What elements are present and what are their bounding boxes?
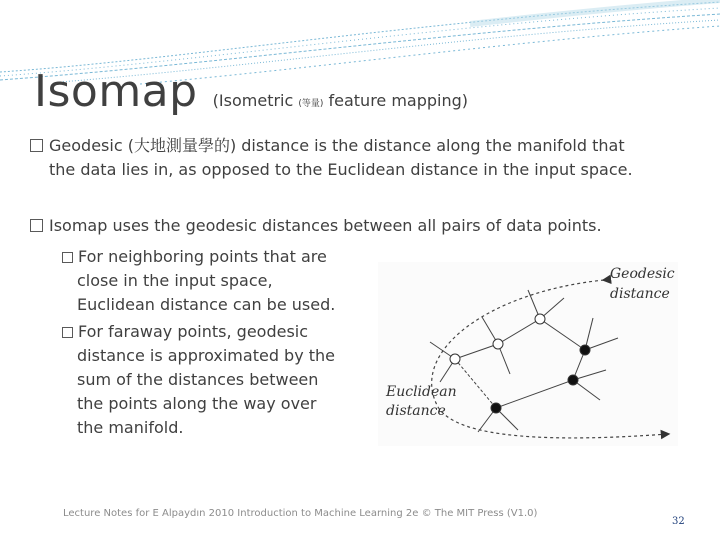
geodesic-arc bbox=[432, 280, 668, 438]
data-point-filled bbox=[568, 375, 578, 385]
data-point-filled bbox=[580, 345, 590, 355]
subbullet-neighboring bbox=[62, 245, 362, 317]
geodesic-label-line2: distance bbox=[610, 286, 670, 302]
subbullet-text-line: Euclidean distance can be used. bbox=[77, 295, 336, 314]
data-point-open bbox=[493, 339, 503, 349]
subbullet-faraway bbox=[62, 320, 362, 440]
slide-title bbox=[34, 66, 468, 117]
subbullet-text-line: close in the input space, bbox=[77, 271, 273, 290]
subbullet-text-line: the manifold. bbox=[77, 418, 184, 437]
title-sub-open: (Isometric bbox=[212, 91, 299, 110]
geodesic-label-line1: Geodesic bbox=[610, 266, 675, 282]
euclidean-line bbox=[455, 359, 496, 408]
bullet-text-line: the data lies in, as opposed to the Euclidean distance in the input space. bbox=[49, 160, 633, 179]
data-point-open bbox=[535, 314, 545, 324]
bullet-icon bbox=[30, 219, 43, 232]
title-sub-small: (等量) bbox=[298, 99, 324, 109]
subbullet-text-line: the points along the way over bbox=[77, 394, 317, 413]
isomap-manifold-figure bbox=[378, 262, 678, 446]
title-subtitle bbox=[213, 91, 468, 110]
page-number: 32 bbox=[672, 516, 685, 527]
bullet-icon bbox=[30, 139, 43, 152]
bullet-text-line: Isomap uses the geodesic distances between all pairs of data points. bbox=[49, 216, 602, 235]
subbullet-text-line: sum of the distances between bbox=[77, 370, 319, 389]
bullet-isomap bbox=[30, 214, 670, 238]
title-main: Isomap bbox=[34, 66, 198, 117]
footer-citation: Lecture Notes for E Alpaydın 2010 Introduction to Machine Learning 2e © The MIT Press (V1.0) bbox=[63, 508, 538, 519]
euclidean-label-line2: distance bbox=[386, 403, 446, 419]
data-point-open bbox=[450, 354, 460, 364]
euclidean-label-line1: Euclidean bbox=[386, 384, 457, 400]
data-point-filled bbox=[491, 403, 501, 413]
title-sub-close: feature mapping) bbox=[323, 91, 469, 110]
subbullet-icon bbox=[62, 252, 73, 263]
subbullet-icon bbox=[62, 327, 73, 338]
bullet-text-line: Geodesic (大地測量學的) distance is the distance along the manifold that bbox=[49, 136, 625, 155]
bullet-geodesic bbox=[30, 134, 670, 182]
data-points bbox=[450, 314, 590, 413]
subbullet-text-line: distance is approximated by the bbox=[77, 346, 336, 365]
subbullet-text-line: For neighboring points that are bbox=[78, 247, 327, 266]
subbullet-text-line: For faraway points, geodesic bbox=[78, 322, 309, 341]
